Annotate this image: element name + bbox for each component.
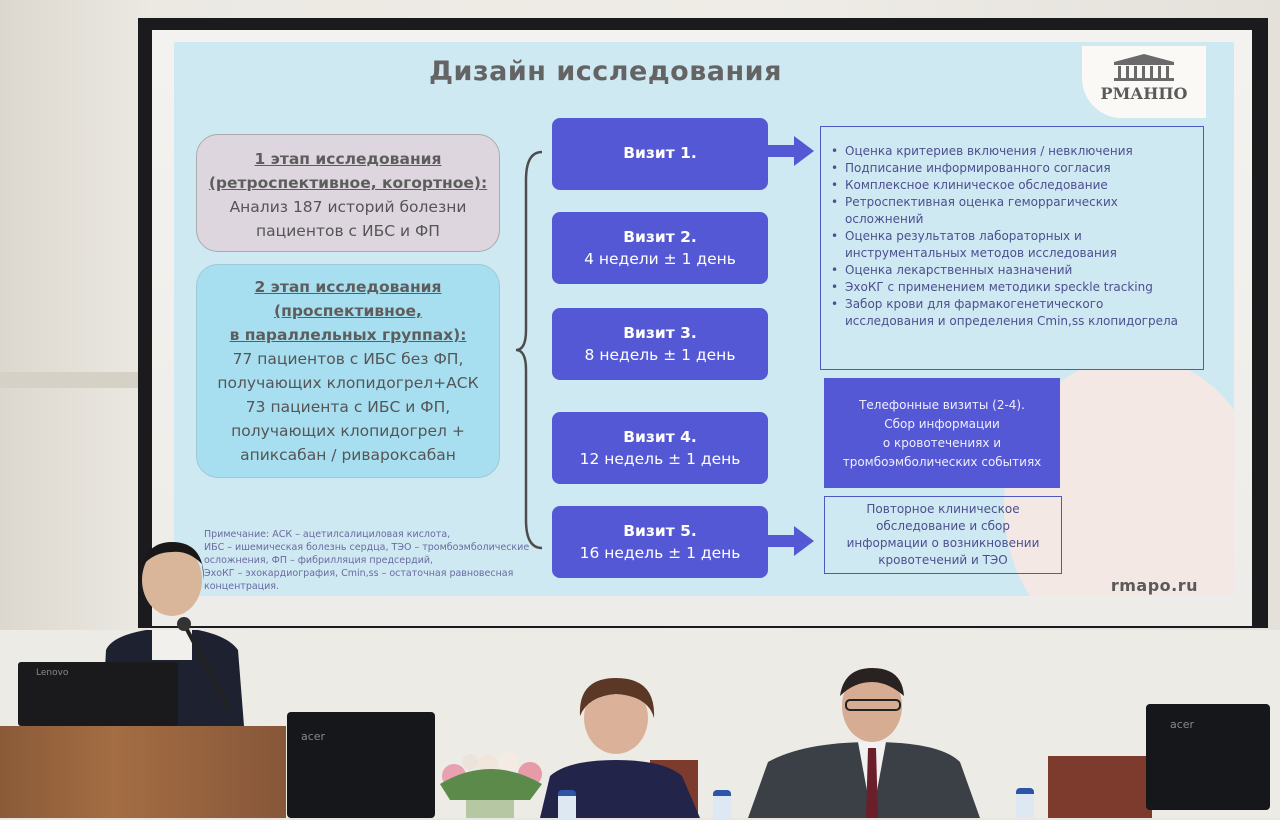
list-item: • Подписание информированного согласия bbox=[829, 160, 1195, 177]
stage2-text-line2: получающих клопидогрел+АСК bbox=[217, 374, 479, 392]
monitor-right bbox=[1146, 704, 1270, 810]
list-item: • Оценка критериев включения / невключения bbox=[829, 143, 1195, 160]
phone-line3: о кровотечениях и bbox=[882, 436, 1002, 450]
seated-man bbox=[748, 666, 980, 818]
water-bottle bbox=[1016, 788, 1034, 818]
visit-4-box bbox=[552, 412, 768, 484]
stage2-text-line4: получающих клопидогрел + bbox=[231, 422, 465, 440]
monitor-left bbox=[287, 712, 435, 818]
stage1-text-line1: Анализ 187 историй болезни bbox=[229, 198, 467, 216]
note-line4: ЭхоКГ – эхокардиография, Cmin,ss – остаточная равновесная bbox=[204, 568, 514, 579]
list-item: • Ретроспективная оценка геморрагических осложнений bbox=[829, 194, 1195, 228]
stage1-box bbox=[196, 134, 500, 252]
slide-title: Дизайн исследования bbox=[429, 56, 782, 87]
arrow-right-icon bbox=[768, 524, 814, 558]
phone-visits-box bbox=[824, 378, 1060, 488]
note-line5: концентрация. bbox=[204, 581, 280, 592]
curly-bracket-icon bbox=[514, 150, 544, 550]
visit1-activities-box bbox=[820, 126, 1204, 370]
building-icon bbox=[1110, 52, 1178, 82]
stage2-text-line3: 73 пациента с ИБС и ФП, bbox=[245, 398, 451, 416]
logo-text: РМАНПО bbox=[1100, 84, 1188, 103]
visit-5-box bbox=[552, 506, 768, 578]
stage2-text-line1: 77 пациентов с ИБС без ФП, bbox=[232, 350, 464, 368]
stage2-text-line5: апиксабан / ривароксабан bbox=[240, 446, 456, 464]
wall-rail bbox=[0, 372, 150, 388]
repeat-line2: обследование и сбор bbox=[876, 519, 1010, 533]
presentation-slide bbox=[174, 42, 1234, 596]
arrow-right-icon bbox=[768, 134, 814, 168]
visit-subtitle: 16 недель ± 1 день bbox=[579, 544, 741, 562]
visit-title: Визит 4. bbox=[623, 428, 697, 446]
list-item: • Забор крови для фармакогенетического исследования и определения Cmin,ss клопидогрела bbox=[829, 296, 1195, 330]
stage1-text-line2: пациентов с ИБС и ФП bbox=[256, 222, 440, 240]
visit-title: Визит 2. bbox=[623, 228, 697, 246]
stage2-heading-line2: (проспективное, bbox=[274, 302, 422, 320]
visit-subtitle: 12 недель ± 1 день bbox=[579, 450, 741, 468]
chair bbox=[1048, 756, 1152, 818]
stage2-heading-line1: 2 этап исследования bbox=[254, 278, 442, 296]
laptop bbox=[18, 662, 178, 726]
monitor-brand: acer bbox=[1170, 718, 1195, 731]
phone-line4: тромбоэмболических событиях bbox=[842, 455, 1042, 469]
visit-title: Визит 3. bbox=[623, 324, 697, 342]
list-item: • Оценка лекарственных назначений bbox=[829, 262, 1195, 279]
visit-title: Визит 1. bbox=[623, 144, 697, 162]
stage2-box bbox=[196, 264, 500, 478]
laptop-brand: Lenovo bbox=[36, 668, 69, 678]
phone-line1: Телефонные визиты (2-4). bbox=[859, 398, 1025, 412]
podium bbox=[0, 726, 286, 818]
note-line2: ИБС – ишемическая болезнь сердца, ТЭО – тромбоэмболические bbox=[204, 542, 530, 553]
repeat-line4: кровотечений и ТЭО bbox=[878, 553, 1008, 567]
phone-line2: Сбор информации bbox=[884, 417, 1000, 431]
note-line1: Примечание: АСК – ацетилсалициловая кислота, bbox=[204, 529, 451, 540]
website-label: rmapo.ru bbox=[1110, 576, 1198, 595]
stage1-heading-line1: 1 этап исследования bbox=[254, 150, 442, 168]
water-bottle bbox=[713, 790, 731, 820]
repeat-line1: Повторное клиническое bbox=[866, 502, 1020, 516]
repeat-exam-box bbox=[824, 496, 1062, 574]
list-item: • Комплексное клиническое обследование bbox=[829, 177, 1195, 194]
visit-2-box bbox=[552, 212, 768, 284]
rmanpo-logo bbox=[1082, 46, 1206, 118]
visit-title: Визит 5. bbox=[623, 522, 697, 540]
slide-footnote bbox=[204, 528, 534, 593]
repeat-line3: информации о возникновении bbox=[846, 536, 1040, 550]
stage1-heading-line2: (ретроспективное, когортное): bbox=[208, 174, 488, 192]
visit-3-box bbox=[552, 308, 768, 380]
stage2-heading-line3: в параллельных группах): bbox=[229, 326, 467, 344]
flower-vase bbox=[430, 744, 550, 818]
monitor-brand: acer bbox=[301, 730, 326, 743]
list-item: • Оценка результатов лабораторных и инструментальных методов исследования bbox=[829, 228, 1195, 262]
visit-1-box bbox=[552, 118, 768, 190]
visit-subtitle: 8 недель ± 1 день bbox=[584, 346, 736, 364]
list-item: • ЭхоКГ с применением методики speckle tracking bbox=[829, 279, 1195, 296]
visit1-activities-list bbox=[829, 143, 1195, 330]
water-bottle bbox=[558, 790, 576, 820]
note-line3: осложнения, ФП – фибрилляция предсердий, bbox=[204, 555, 434, 566]
visit-subtitle: 4 недели ± 1 день bbox=[584, 250, 736, 268]
